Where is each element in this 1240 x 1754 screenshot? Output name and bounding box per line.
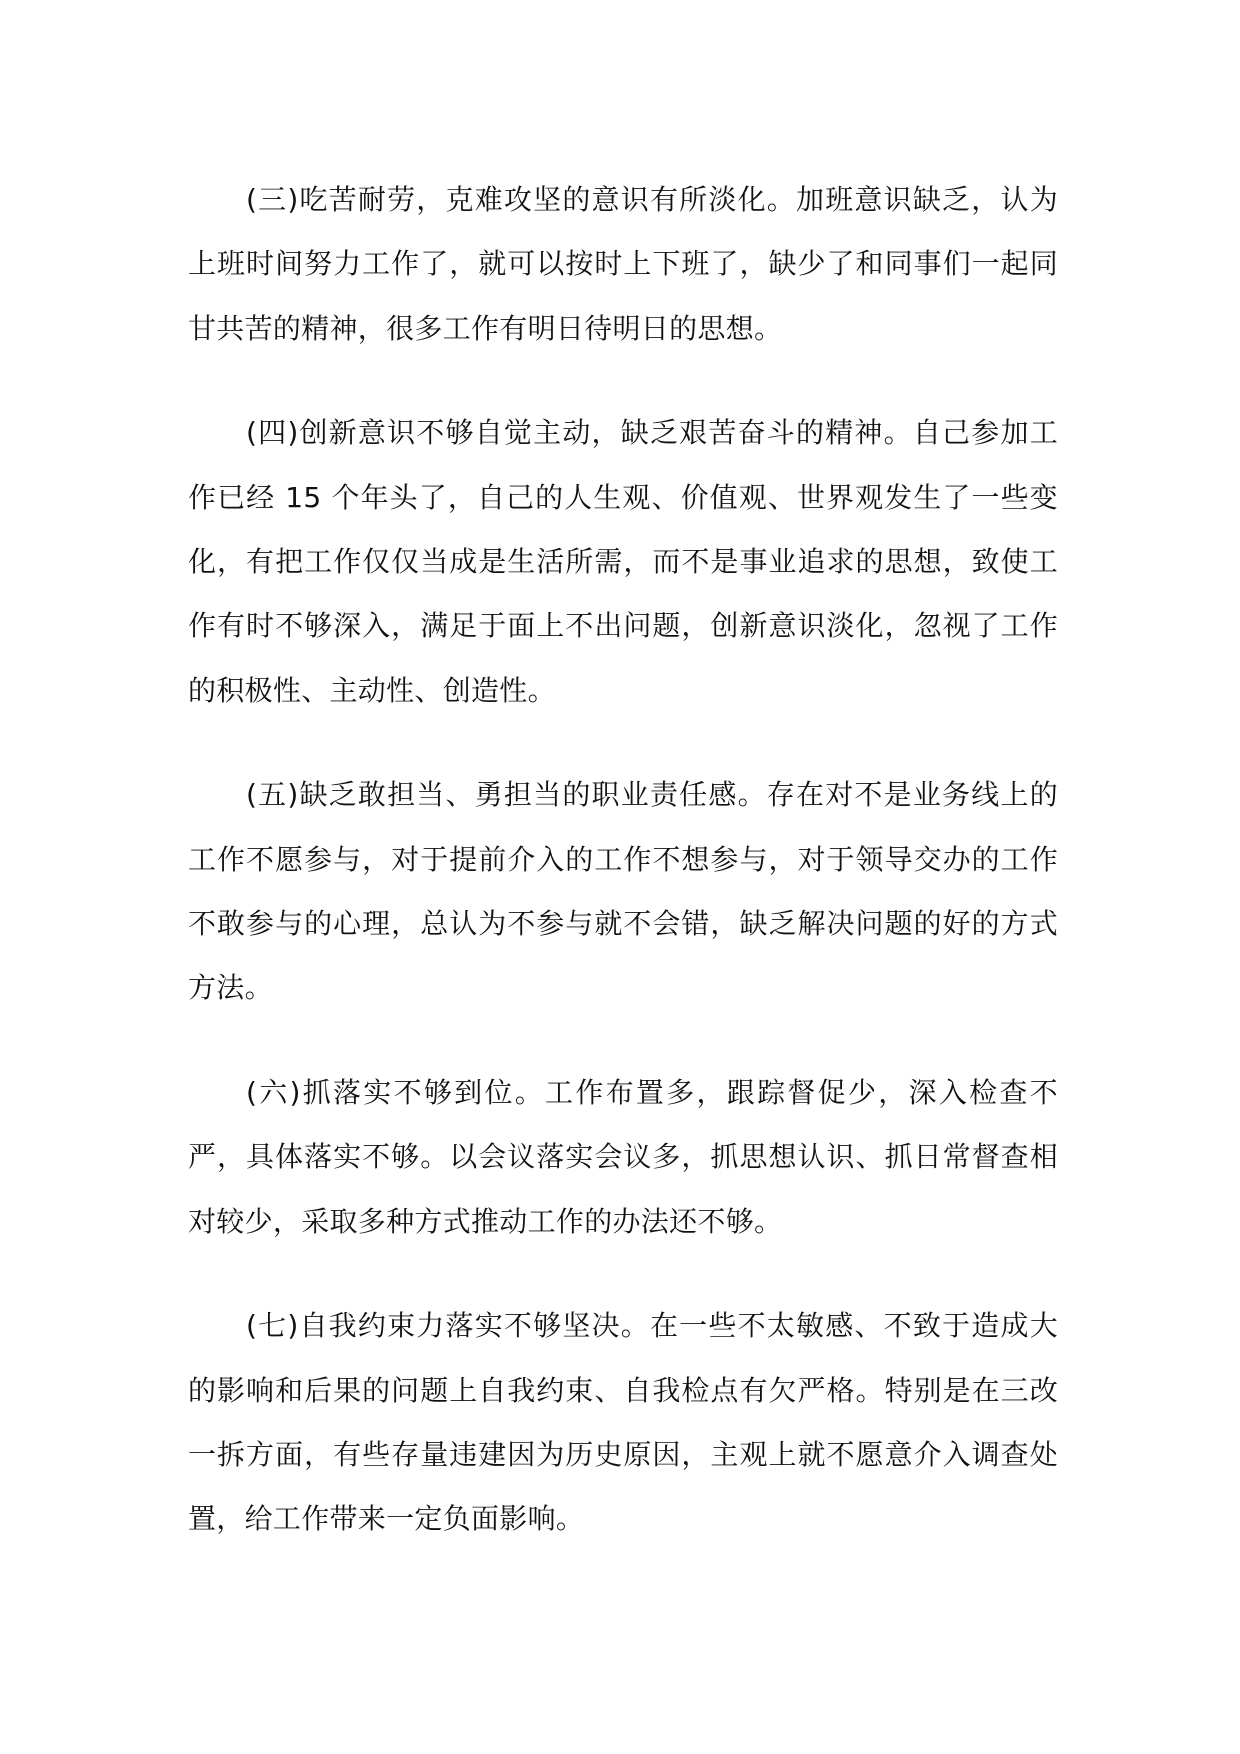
document-body <box>188 168 1058 1592</box>
paragraph-7: (七)自我约束力落实不够坚决。在一些不太敏感、不致于造成大的影响和后果的问题上自我约束、自我检点有欠严格。特别是在三改一拆方面，有些存量违建因为历史原因，主观上就不愿意介入调查处置，给工作带来一定负面影响。 <box>188 1309 1058 1536</box>
paragraph-6: (六)抓落实不够到位。工作布置多，跟踪督促少，深入检查不严，具体落实不够。以会议落实会议多，抓思想认识、抓日常督查相对较少，采取多种方式推动工作的办法还不够。 <box>188 1075 1058 1238</box>
paragraph-5: (五)缺乏敢担当、勇担当的职业责任感。存在对不是业务线上的工作不愿参与，对于提前介入的工作不想参与，对于领导交办的工作不敢参与的心理，总认为不参与就不会错，缺乏解决问题的好的方式方法。 <box>188 778 1058 1005</box>
paragraph-3: (三)吃苦耐劳，克难攻坚的意识有所淡化。加班意识缺乏，认为上班时间努力工作了，就可以按时上下班了，缺少了和同事们一起同甘共苦的精神，很多工作有明日待明日的思想。 <box>188 183 1058 345</box>
paragraph-4: (四)创新意识不够自觉主动，缺乏艰苦奋斗的精神。自己参加工作已经 15 个年头了，自己的人生观、价值观、世界观发生了一些变化，有把工作仅仅当成是生活所需，而不是事业追求的思想，致使工作有时不够深入，满足于面上不出问题，创新意识淡化，忽视了工作的积极性、主动性、创造性。 <box>188 416 1058 707</box>
